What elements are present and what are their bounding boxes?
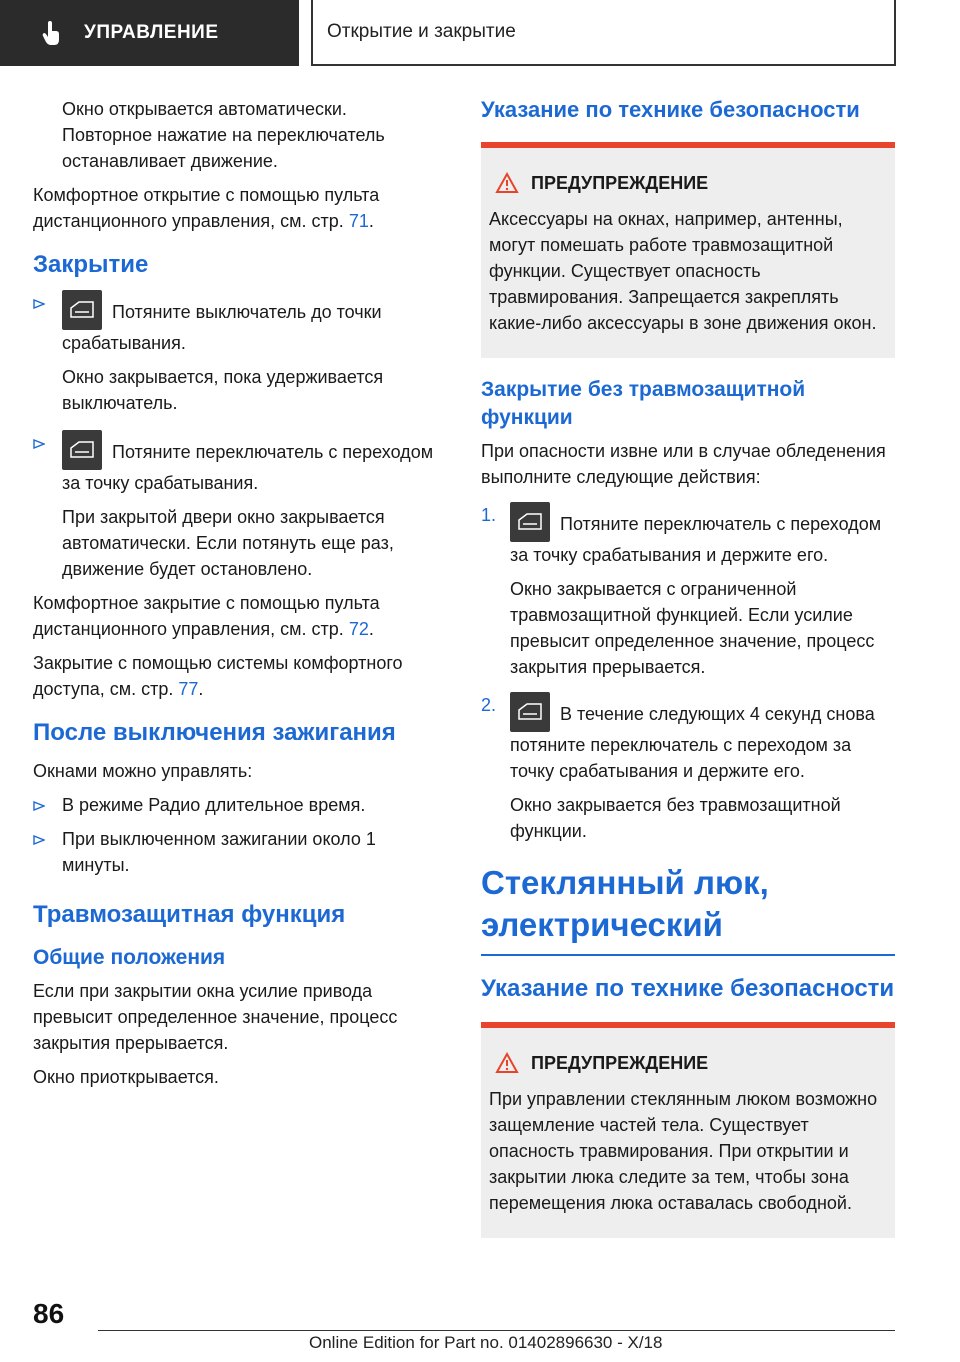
bullet-triangle-icon — [33, 439, 45, 449]
heading-safety: Указание по технике безопасности — [481, 97, 860, 122]
heading-divider — [481, 954, 895, 956]
warning-text: При управлении стеклянным люком возможно защемление частей тела. Существует опасность травмирования. При открытии и закрытии люка следите за тем, чтобы зона перемещения люка оставалась свободной. — [489, 1089, 878, 1213]
step-number: 2. — [481, 695, 497, 715]
window-switch-icon — [62, 430, 102, 470]
paragraph: Комфортное закрытие с помощью пульта дистанционного управления, см. стр. 72. — [33, 593, 380, 639]
left-column — [33, 96, 438, 1098]
list-item: В режиме Радио длительное время. — [33, 792, 438, 818]
paragraph: Закрытие с помощью системы комфортного доступа, см. стр. 77. — [33, 653, 403, 699]
paragraph: Окно открывается автоматически. Повторное нажатие на переключатель останавливает движение. — [62, 99, 385, 171]
paragraph: При закрытой двери окно закрывается автоматически. Если потянуть еще раз, движение будет остановлено. — [62, 507, 394, 579]
heading-pinch-protection: Травмозащитная функция — [33, 901, 346, 928]
page-header — [0, 0, 960, 66]
footer-edition: Online Edition for Part no. 01402896630 - X/18 — [309, 1333, 663, 1352]
page-reference-link[interactable]: 72 — [348, 619, 369, 639]
warning-triangle-icon — [495, 1052, 519, 1074]
list-item: При выключенном зажигании около 1 минуты. — [33, 826, 438, 878]
window-switch-icon — [62, 290, 102, 330]
list-item: 1. Потяните переключатель с переходом за точку срабатывания и держите его. — [481, 502, 895, 568]
paragraph: Комфортное открытие с помощью пульта дистанционного управления, см. стр. 71. — [33, 185, 380, 231]
bullet-triangle-icon — [33, 801, 45, 811]
heading-general: Общие положения — [33, 946, 226, 969]
paragraph: Окно закрывается, пока удерживается выключатель. — [62, 367, 384, 413]
bullet-triangle-icon — [33, 299, 45, 309]
window-switch-icon — [510, 502, 550, 542]
section-tab — [0, 0, 299, 66]
warning-header: ПРЕДУПРЕЖДЕНИЕ — [489, 170, 887, 196]
page-reference-link[interactable]: 71 — [348, 211, 369, 231]
warning-triangle-icon — [495, 172, 519, 194]
heading-closing: Закрытие — [33, 251, 149, 278]
step-number: 1. — [481, 505, 497, 525]
list-item: 2. В течение следующих 4 секунд снова потяните переключатель с переходом за точку срабатывания и держите его. — [481, 692, 895, 784]
heading-closing-without-protection: Закрытие без травмозащитной функции — [481, 378, 806, 429]
section-tab-label: УПРАВЛЕНИЕ — [84, 22, 219, 43]
page-reference-link[interactable]: 77 — [178, 679, 199, 699]
paragraph: Окнами можно управлять: — [33, 761, 253, 781]
paragraph: Окно закрывается без травмозащитной функции. — [510, 795, 841, 841]
bullet-triangle-icon — [33, 835, 45, 845]
heading-glass-roof: Стеклянный люк, электрический — [481, 864, 769, 943]
right-column — [481, 96, 895, 1252]
heading-safety-roof: Указание по технике безопасности — [481, 975, 895, 1002]
warning-header: ПРЕДУПРЕЖДЕНИЕ — [489, 1050, 887, 1076]
list-item: Потяните переключатель с переходом за точку срабатывания. — [33, 430, 438, 496]
warning-box — [481, 1022, 895, 1238]
list-item: Потяните выключатель до точки срабатывания. — [33, 290, 438, 356]
chapter-title: Открытие и закрытие — [311, 0, 896, 66]
paragraph: Если при закрытии окна усилие привода превысит определенное значение, процесс закрытия прерывается. — [33, 981, 398, 1053]
paragraph: Окно приоткрывается. — [33, 1067, 219, 1087]
footer-divider — [98, 1330, 895, 1331]
page-number: 86 — [33, 1298, 65, 1329]
warning-text: Аксессуары на окнах, например, антенны, могут помешать работе травмозащитной функции. Существует опасность травмирования. Запрещается закреплять какие-либо аксессуары в зоне движения окон. — [489, 209, 877, 333]
warning-box — [481, 142, 895, 358]
paragraph: При опасности извне или в случае обледенения выполните следующие действия: — [481, 441, 886, 487]
window-switch-icon — [510, 692, 550, 732]
heading-after-ignition: После выключения зажигания — [33, 719, 396, 746]
paragraph: Окно закрывается с ограниченной травмозащитной функцией. Если усилие превысит определенное значение, процесс закрытия прерывается. — [510, 579, 875, 677]
hand-pointer-icon — [42, 21, 62, 45]
